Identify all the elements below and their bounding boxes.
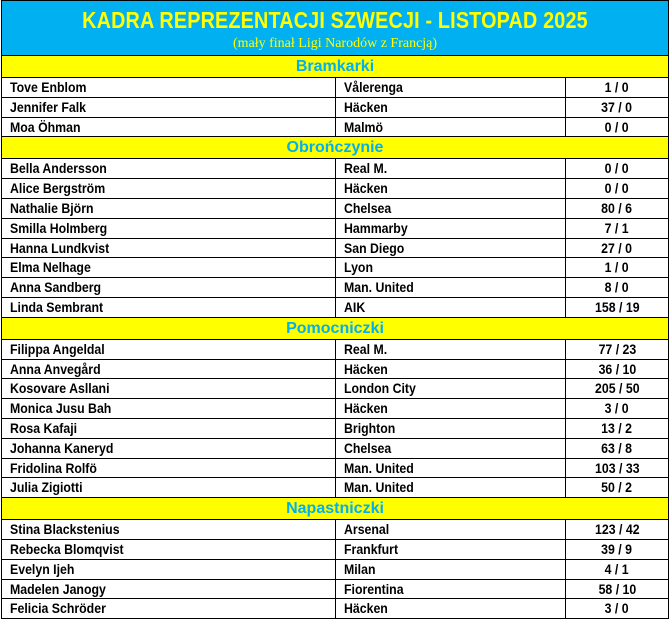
player-name: Linda Sembrant (10, 298, 104, 315)
player-club-cell (336, 540, 566, 559)
player-caps-goals-cell (566, 360, 668, 379)
player-caps-goals-cell (566, 560, 668, 579)
player-club: Hammarby (344, 219, 408, 236)
player-club-cell (336, 278, 566, 297)
player-name-cell (2, 459, 336, 478)
player-caps-goals: 0 / 0 (605, 118, 629, 135)
player-name-cell (2, 159, 336, 178)
player-club-cell (336, 199, 566, 218)
table-row (2, 159, 668, 179)
player-name-cell (2, 478, 336, 497)
player-name: Evelyn Ijeh (10, 560, 75, 577)
player-name-cell (2, 419, 336, 438)
player-name-cell (2, 98, 336, 117)
player-name-cell (2, 258, 336, 277)
section-heading: Napastniczki (2, 498, 668, 520)
player-caps-goals-cell (566, 199, 668, 218)
player-name-cell (2, 560, 336, 579)
player-club-cell (336, 379, 566, 398)
table-row (2, 478, 668, 498)
player-name: Felicia Schröder (10, 600, 106, 617)
player-name: Tove Enblom (10, 79, 87, 95)
table-row (2, 459, 668, 479)
player-caps-goals-cell (566, 520, 668, 539)
player-club: San Diego (344, 239, 405, 256)
player-caps-goals-cell (566, 540, 668, 559)
player-name: Nathalie Björn (10, 199, 94, 216)
player-club: Fiorentina (344, 580, 404, 597)
player-club: Brighton (344, 419, 396, 436)
player-name: Stina Blackstenius (10, 521, 120, 538)
player-club-cell (336, 360, 566, 379)
player-name: Johanna Kaneryd (10, 439, 114, 456)
player-caps-goals-cell (566, 78, 668, 97)
player-name-cell (2, 179, 336, 198)
player-caps-goals: 58 / 10 (598, 580, 636, 597)
player-club-cell (336, 419, 566, 438)
table-row (2, 278, 668, 298)
player-club-cell (336, 560, 566, 579)
player-caps-goals: 158 / 19 (594, 298, 640, 315)
player-caps-goals-cell (566, 239, 668, 258)
player-caps-goals-cell (566, 478, 668, 497)
player-club-cell (336, 298, 566, 317)
table-row (2, 258, 668, 278)
player-caps-goals: 13 / 2 (601, 419, 633, 436)
player-name-cell (2, 580, 336, 599)
player-club-cell (336, 399, 566, 418)
player-club: Man. United (344, 279, 414, 296)
player-name: Rebecka Blomqvist (10, 540, 124, 557)
player-caps-goals: 205 / 50 (594, 380, 640, 397)
player-name: Kosovare Asllani (10, 380, 110, 397)
player-caps-goals: 77 / 23 (598, 340, 636, 357)
table-row (2, 199, 668, 219)
player-caps-goals-cell (566, 298, 668, 317)
player-caps-goals: 36 / 10 (598, 360, 636, 377)
player-caps-goals: 0 / 0 (605, 180, 629, 197)
player-club: Vålerenga (344, 79, 403, 95)
player-club-cell (336, 478, 566, 497)
table-row (2, 399, 668, 419)
player-club: Chelsea (344, 439, 392, 456)
table-row (2, 560, 668, 580)
sections-container (2, 56, 668, 619)
player-club: Chelsea (344, 199, 392, 216)
player-club-cell (336, 98, 566, 117)
player-club-cell (336, 219, 566, 238)
player-club: Häcken (344, 600, 388, 617)
player-club-cell (336, 340, 566, 359)
table-row (2, 379, 668, 399)
player-club: London City (344, 380, 416, 397)
section-heading: Bramkarki (2, 56, 668, 78)
section-heading: Pomocniczki (2, 318, 668, 340)
table-row (2, 98, 668, 118)
player-club: Häcken (344, 98, 388, 115)
player-club: Arsenal (344, 521, 390, 538)
player-name-cell (2, 340, 336, 359)
player-caps-goals-cell (566, 419, 668, 438)
player-name-cell (2, 298, 336, 317)
player-caps-goals: 1 / 0 (605, 259, 629, 276)
table-row (2, 179, 668, 199)
player-club-cell (336, 179, 566, 198)
table-row (2, 439, 668, 459)
player-name-cell (2, 118, 336, 137)
table-row (2, 219, 668, 239)
player-caps-goals-cell (566, 379, 668, 398)
player-caps-goals: 1 / 0 (605, 79, 629, 95)
player-name-cell (2, 379, 336, 398)
player-caps-goals-cell (566, 580, 668, 599)
player-club: Man. United (344, 479, 414, 496)
player-name: Bella Andersson (10, 160, 107, 177)
player-name: Filippa Angeldal (10, 340, 105, 357)
player-caps-goals: 27 / 0 (601, 239, 633, 256)
player-caps-goals-cell (566, 599, 668, 618)
table-row (2, 419, 668, 439)
player-name-cell (2, 540, 336, 559)
player-caps-goals: 0 / 0 (605, 160, 629, 177)
player-caps-goals: 37 / 0 (601, 98, 633, 115)
player-caps-goals: 4 / 1 (605, 560, 629, 577)
player-club: Malmö (344, 118, 384, 135)
player-name: Rosa Kafaji (10, 419, 78, 436)
table-row (2, 118, 668, 138)
player-name: Monica Jusu Bah (10, 400, 112, 417)
player-caps-goals: 80 / 6 (601, 199, 633, 216)
player-caps-goals-cell (566, 98, 668, 117)
player-name: Smilla Holmberg (10, 219, 108, 236)
player-caps-goals-cell (566, 340, 668, 359)
player-club: Häcken (344, 360, 388, 377)
player-caps-goals: 103 / 33 (594, 459, 640, 476)
table-row (2, 78, 668, 98)
player-caps-goals: 123 / 42 (594, 521, 640, 538)
player-club-cell (336, 159, 566, 178)
player-name-cell (2, 599, 336, 618)
player-caps-goals-cell (566, 219, 668, 238)
player-caps-goals-cell (566, 439, 668, 458)
player-club: AIK (344, 298, 366, 315)
table-row (2, 599, 668, 619)
player-caps-goals: 3 / 0 (605, 600, 629, 617)
player-club-cell (336, 239, 566, 258)
player-club-cell (336, 439, 566, 458)
player-caps-goals: 3 / 0 (605, 400, 629, 417)
player-club: Man. United (344, 459, 414, 476)
player-caps-goals: 39 / 9 (601, 540, 633, 557)
player-caps-goals-cell (566, 399, 668, 418)
player-caps-goals-cell (566, 118, 668, 137)
player-name: Anna Anvegård (10, 360, 101, 377)
player-club: Milan (344, 560, 376, 577)
player-name: Moa Öhman (10, 118, 81, 135)
player-caps-goals-cell (566, 258, 668, 277)
player-name-cell (2, 360, 336, 379)
player-name-cell (2, 399, 336, 418)
table-row (2, 298, 668, 318)
player-club: Lyon (344, 259, 373, 276)
player-caps-goals: 50 / 2 (601, 479, 633, 496)
player-caps-goals-cell (566, 179, 668, 198)
player-club-cell (336, 520, 566, 539)
player-club-cell (336, 258, 566, 277)
player-caps-goals-cell (566, 159, 668, 178)
section-heading: Obrończynie (2, 137, 668, 159)
player-club-cell (336, 599, 566, 618)
player-name-cell (2, 278, 336, 297)
page-subtitle: (mały finał Ligi Narodów z Francją) (232, 36, 438, 51)
player-name: Alice Bergström (10, 180, 106, 197)
player-name: Jennifer Falk (10, 98, 87, 115)
table-header (2, 1, 668, 56)
player-name: Fridolina Rolfö (10, 459, 97, 476)
page-title: KADRA REPREZENTACJI SZWECJI - LISTOPAD 2025 (82, 7, 588, 33)
player-name: Julia Zigiotti (10, 479, 83, 496)
player-name-cell (2, 239, 336, 258)
table-row (2, 580, 668, 600)
player-name-cell (2, 520, 336, 539)
player-club: Häcken (344, 400, 388, 417)
player-name-cell (2, 199, 336, 218)
player-caps-goals: 8 / 0 (605, 279, 629, 296)
player-club: Real M. (344, 340, 388, 357)
player-club: Real M. (344, 160, 388, 177)
player-name: Madelen Janogy (10, 580, 106, 597)
player-caps-goals: 7 / 1 (605, 219, 629, 236)
player-name-cell (2, 219, 336, 238)
player-caps-goals-cell (566, 278, 668, 297)
player-name: Hanna Lundkvist (10, 239, 110, 256)
table-row (2, 520, 668, 540)
table-row (2, 340, 668, 360)
player-club: Frankfurt (344, 540, 399, 557)
squad-table (1, 0, 669, 619)
player-club-cell (336, 459, 566, 478)
player-club-cell (336, 580, 566, 599)
player-caps-goals: 63 / 8 (601, 439, 633, 456)
player-club: Häcken (344, 180, 388, 197)
player-club-cell (336, 78, 566, 97)
player-name: Anna Sandberg (10, 279, 102, 296)
table-row (2, 540, 668, 560)
player-club-cell (336, 118, 566, 137)
player-name-cell (2, 78, 336, 97)
player-name: Elma Nelhage (10, 259, 91, 276)
player-name-cell (2, 439, 336, 458)
table-row (2, 239, 668, 259)
player-caps-goals-cell (566, 459, 668, 478)
table-row (2, 360, 668, 380)
